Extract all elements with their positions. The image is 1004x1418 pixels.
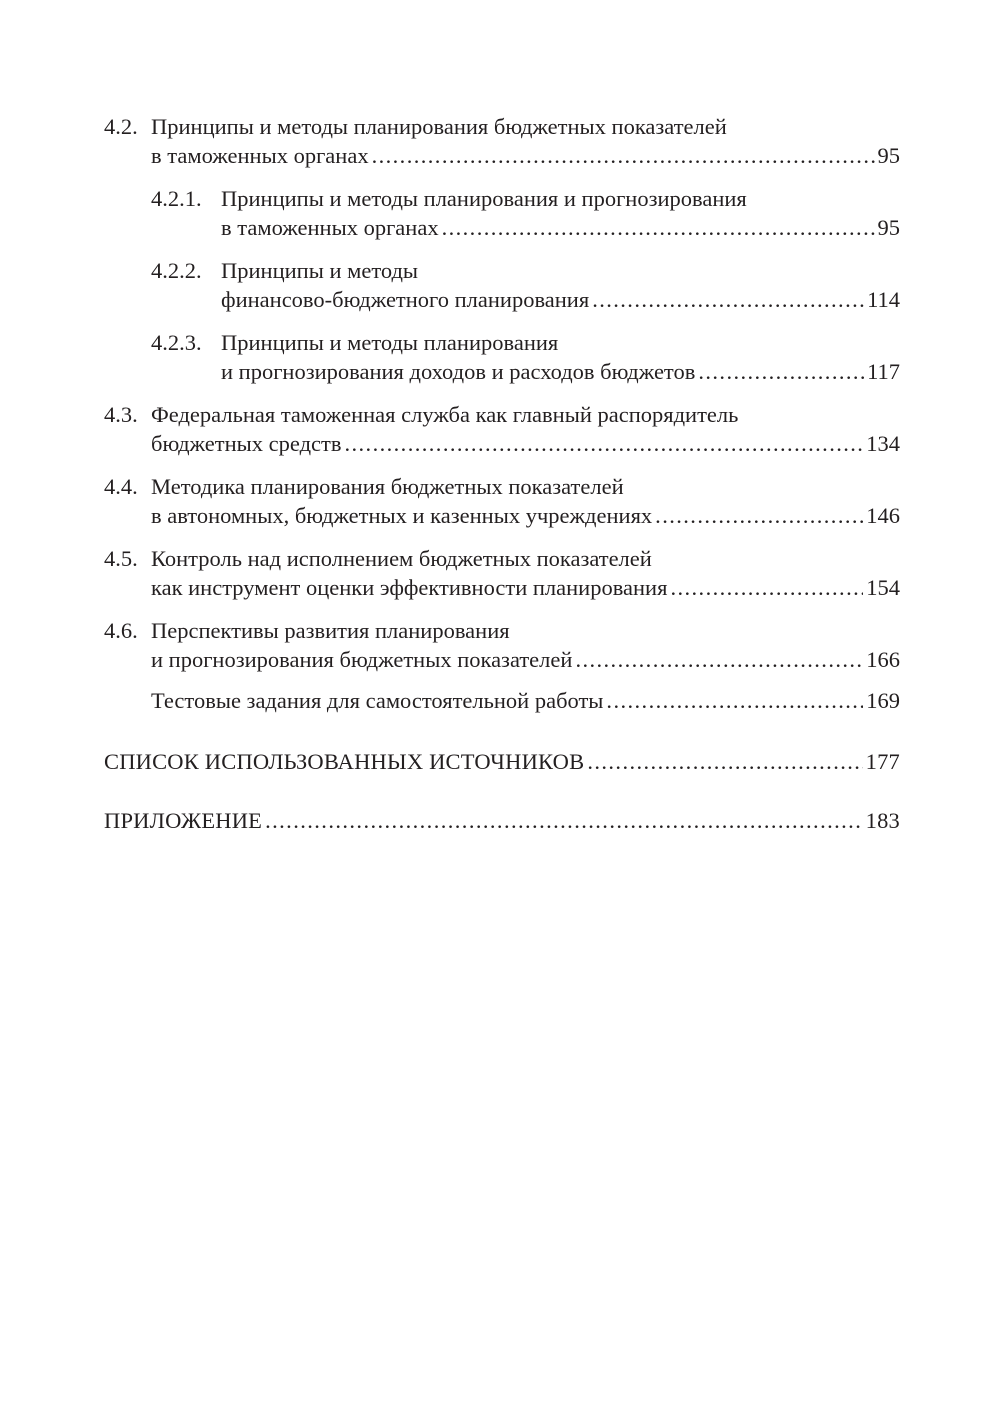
toc-entry-last-line bbox=[151, 573, 900, 602]
toc-entry-last-line bbox=[221, 357, 900, 386]
toc-entry-references[interactable] bbox=[104, 747, 900, 776]
toc-entry-title: ПРИЛОЖЕНИЕ bbox=[104, 808, 263, 833]
toc-dot-leader bbox=[575, 645, 863, 674]
toc-dot-leader bbox=[344, 429, 863, 458]
toc-page-number: 95 bbox=[877, 215, 900, 240]
toc-entry-title: Принципы и методы bbox=[221, 258, 419, 283]
toc-entry-appendix[interactable] bbox=[104, 806, 900, 835]
toc-entry-last-line bbox=[151, 429, 900, 458]
toc-entry-test-tasks[interactable] bbox=[104, 686, 900, 715]
toc-entry-last-line bbox=[104, 747, 900, 776]
toc-dot-leader bbox=[655, 501, 863, 530]
toc-entry-title-end: финансово-бюджетного планирования bbox=[221, 287, 590, 312]
toc-entry-4-4[interactable] bbox=[104, 472, 900, 530]
toc-page-number: 117 bbox=[867, 359, 900, 384]
toc-entry-4-2[interactable] bbox=[104, 112, 900, 170]
toc-entry-4-6[interactable] bbox=[104, 616, 900, 674]
toc-entry-title: Перспективы развития планирования bbox=[151, 618, 510, 643]
toc-entry-last-line bbox=[151, 645, 900, 674]
toc-entry-title: Принципы и методы планирования и прогнозирования bbox=[221, 186, 747, 211]
toc-page-number: 146 bbox=[866, 503, 900, 528]
toc-entry-number: 4.3. bbox=[104, 402, 138, 427]
toc-entry-text bbox=[221, 328, 900, 386]
toc-entry-title-end: в автономных, бюджетных и казенных учреждениях bbox=[151, 503, 653, 528]
toc-entry-title: Методика планирования бюджетных показателей bbox=[151, 474, 624, 499]
table-of-contents bbox=[104, 112, 900, 835]
toc-entry-text bbox=[104, 747, 900, 776]
toc-entry-text bbox=[151, 112, 900, 170]
toc-entry-title: Принципы и методы планирования бюджетных показателей bbox=[151, 114, 727, 139]
toc-entry-number bbox=[104, 686, 151, 715]
toc-page-number: 166 bbox=[866, 647, 900, 672]
toc-entry-4-3[interactable] bbox=[104, 400, 900, 458]
toc-dot-leader bbox=[265, 806, 863, 835]
toc-entry-4-2-1[interactable] bbox=[104, 184, 900, 242]
toc-entry-last-line bbox=[221, 285, 900, 314]
toc-entry-title-end: бюджетных средств bbox=[151, 431, 342, 456]
toc-entry-title: Федеральная таможенная служба как главный распорядитель bbox=[151, 402, 739, 427]
toc-entry-last-line bbox=[151, 141, 900, 170]
toc-entry-title: Тестовые задания для самостоятельной работы bbox=[151, 688, 604, 713]
toc-page-number: 169 bbox=[866, 688, 900, 713]
toc-dot-leader bbox=[606, 686, 863, 715]
toc-entry-title-end: и прогнозирования бюджетных показателей bbox=[151, 647, 573, 672]
toc-page-number: 183 bbox=[865, 808, 900, 833]
toc-entry-number: 4.2.3. bbox=[151, 330, 202, 355]
toc-page-number: 177 bbox=[865, 749, 900, 774]
toc-entry-title-end: в таможенных органах bbox=[221, 215, 439, 240]
toc-entry-number: 4.6. bbox=[104, 618, 138, 643]
toc-entry-number: 4.2.1. bbox=[151, 186, 202, 211]
toc-entry-text bbox=[151, 472, 900, 530]
toc-entry-last-line bbox=[151, 501, 900, 530]
toc-dot-leader bbox=[592, 285, 864, 314]
toc-entry-4-2-2[interactable] bbox=[104, 256, 900, 314]
toc-dot-leader bbox=[670, 573, 863, 602]
toc-entry-last-line bbox=[151, 686, 900, 715]
toc-entry-text bbox=[151, 616, 900, 674]
toc-entry-title: Контроль над исполнением бюджетных показателей bbox=[151, 546, 652, 571]
toc-entry-title: СПИСОК ИСПОЛЬЗОВАННЫХ ИСТОЧНИКОВ bbox=[104, 749, 585, 774]
toc-dot-leader bbox=[372, 141, 875, 170]
toc-entry-last-line bbox=[104, 806, 900, 835]
toc-entry-number: 4.2.2. bbox=[151, 258, 202, 283]
toc-entry-number: 4.2. bbox=[104, 114, 138, 139]
toc-entry-4-5[interactable] bbox=[104, 544, 900, 602]
toc-entry-number: 4.5. bbox=[104, 546, 138, 571]
toc-entry-title-end: в таможенных органах bbox=[151, 143, 369, 168]
toc-entry-text bbox=[221, 184, 900, 242]
toc-entry-number: 4.4. bbox=[104, 474, 138, 499]
toc-page-number: 134 bbox=[866, 431, 900, 456]
toc-entry-text bbox=[151, 544, 900, 602]
toc-entry-text bbox=[104, 806, 900, 835]
toc-entry-title-end: и прогнозирования доходов и расходов бюджетов bbox=[221, 359, 696, 384]
toc-page-number: 95 bbox=[877, 143, 900, 168]
toc-entry-text bbox=[221, 256, 900, 314]
toc-entry-title-end: как инструмент оценки эффективности планирования bbox=[151, 575, 668, 600]
toc-dot-leader bbox=[587, 747, 862, 776]
toc-entry-4-2-3[interactable] bbox=[104, 328, 900, 386]
toc-entry-title: Принципы и методы планирования bbox=[221, 330, 559, 355]
toc-page-number: 114 bbox=[867, 287, 900, 312]
toc-entry-last-line bbox=[221, 213, 900, 242]
toc-page-number: 154 bbox=[866, 575, 900, 600]
toc-entry-text bbox=[151, 400, 900, 458]
toc-dot-leader bbox=[698, 357, 864, 386]
toc-entry-text bbox=[151, 686, 900, 715]
toc-dot-leader bbox=[442, 213, 875, 242]
